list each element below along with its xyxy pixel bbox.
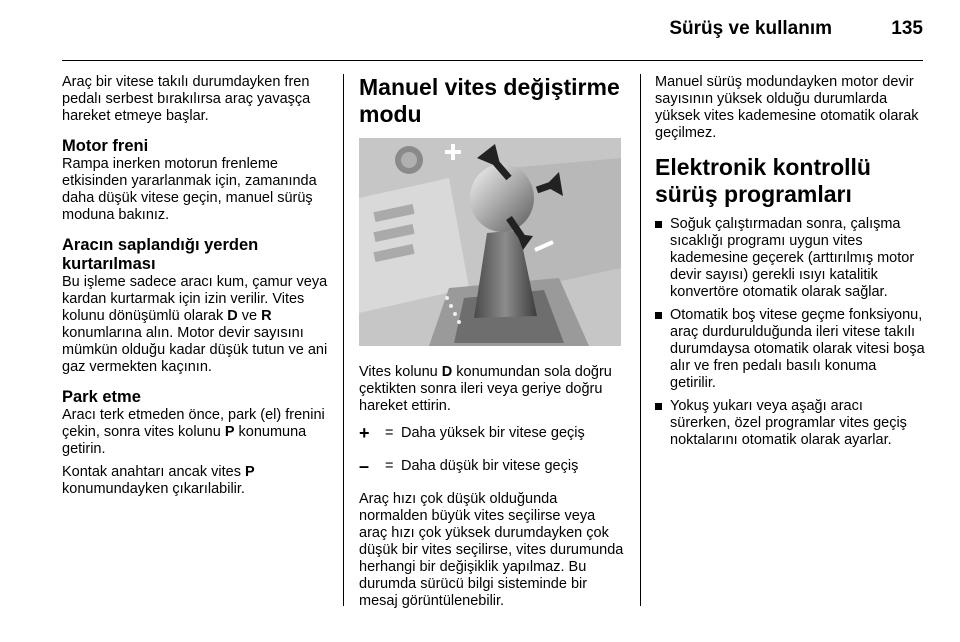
list-item: Otomatik boş vitese geçme fonksiyonu, araç durdurulduğunda ileri vitese takılı durumdaysa otomatik olarak vitesi boşa alır ve fren pedalı basılı konuma getirilir. <box>655 307 925 392</box>
list-item: Yokuş yukarı veya aşağı aracı sürerken, özel programlar vites geçiş noktalarını otomatik olarak ayarlar. <box>655 398 925 449</box>
legend-row-upshift <box>359 425 624 442</box>
paragraph-kontak: Kontak anahtarı ancak vites P konumundayken çıkarılabilir. <box>62 464 255 497</box>
minus-icon: – <box>359 456 370 476</box>
section-heading-elektronik-programlar: Elektronik kontrollü sürüş programları <box>655 154 871 207</box>
section-heading-manuel-vites: Manuel vites değiştirme modu <box>359 74 620 127</box>
header-rule <box>62 60 923 61</box>
column-left <box>62 74 330 504</box>
gear-p-label: P <box>244 464 255 480</box>
bullet-square-icon <box>655 403 662 410</box>
gear-d-label: D <box>227 308 238 324</box>
plus-icon: + <box>359 423 370 443</box>
paragraph-manuel-mode: Vites kolunu D konumundan sola doğru çektikten sonra ileri veya geriye doğru hareket ettirin. <box>359 364 612 414</box>
running-header-title: Sürüş ve kullanım <box>669 18 832 39</box>
bullet-square-icon <box>655 221 662 228</box>
legend-row-downshift <box>359 458 624 475</box>
bullet-square-icon <box>655 312 662 319</box>
gear-lever-photo <box>359 138 621 346</box>
section-heading-motor-freni: Motor freni <box>62 137 149 155</box>
section-heading-park-etme: Park etme <box>62 388 141 406</box>
intro-paragraph-manual-rpm: Manuel sürüş modundayken motor devir sayısının yüksek olduğu durumlarda yüksek vites kademesine otomatik olarak geçilmez. <box>655 74 919 141</box>
column-right <box>655 74 925 455</box>
legend-text-upshift: Daha yüksek bir vitese geçiş <box>401 425 585 441</box>
intro-paragraph: Araç bir vitese takılı durumdayken fren pedalı serbest bırakılırsa araç yavaşça hareket etmeye başlar. <box>62 74 311 124</box>
list-item: Soğuk çalıştırmadan sonra, çalışma sıcaklığı programı uygun vites kademesine geçerek (arttırılmış motor devir sayısı) gerekli ısıyı katalitik konvertöre otomatik olarak sağlar. <box>655 216 925 301</box>
page-number: 135 <box>891 18 923 39</box>
legend-equals: = <box>385 425 394 441</box>
bullet-list <box>655 216 925 449</box>
paragraph-park-etme: Aracı terk etmeden önce, park (el) frenini çekin, sonra vites kolunu P konumuna getirin. <box>62 407 325 457</box>
legend-text-downshift: Daha düşük bir vitese geçiş <box>401 458 579 474</box>
paragraph-speed-warning: Araç hızı çok düşük olduğunda normalden büyük vites seçilirse veya araç hızı çok yüksek durumdayken çok düşük bir vites seçilirse, vites durumunda herhangi bir değişiklik yapılmaz. Bu durumda sürücü bilgi sisteminde bir mesaj görüntülenebilir. <box>359 491 624 609</box>
paragraph-kurtarilmasi: Bu işleme sadece aracı kum, çamur veya kardan kurtarmak için izin verilir. Vites kolunu dönüşümlü olarak D ve R konumlarına alın. Motor devir sayısını mümkün olduğu kadar düşük tutun ve ani gaz vermekten kaçının. <box>62 274 328 375</box>
column-divider <box>343 74 344 606</box>
column-divider <box>640 74 641 606</box>
legend-equals: = <box>385 458 394 474</box>
gear-p-label: P <box>224 424 235 440</box>
paragraph-motor-freni: Rampa inerken motorun frenleme etkisinden yararlanmak için, zamanında daha düşük vitese geçin, manuel sürüş moduna bakınız. <box>62 156 317 223</box>
gear-lever-illustration <box>359 138 621 346</box>
column-middle <box>359 74 624 616</box>
section-heading-kurtarilmasi: Aracın saplandığı yerden kurtarılması <box>62 236 259 273</box>
gear-d-label: D <box>441 364 453 380</box>
gear-r-label: R <box>261 308 272 324</box>
